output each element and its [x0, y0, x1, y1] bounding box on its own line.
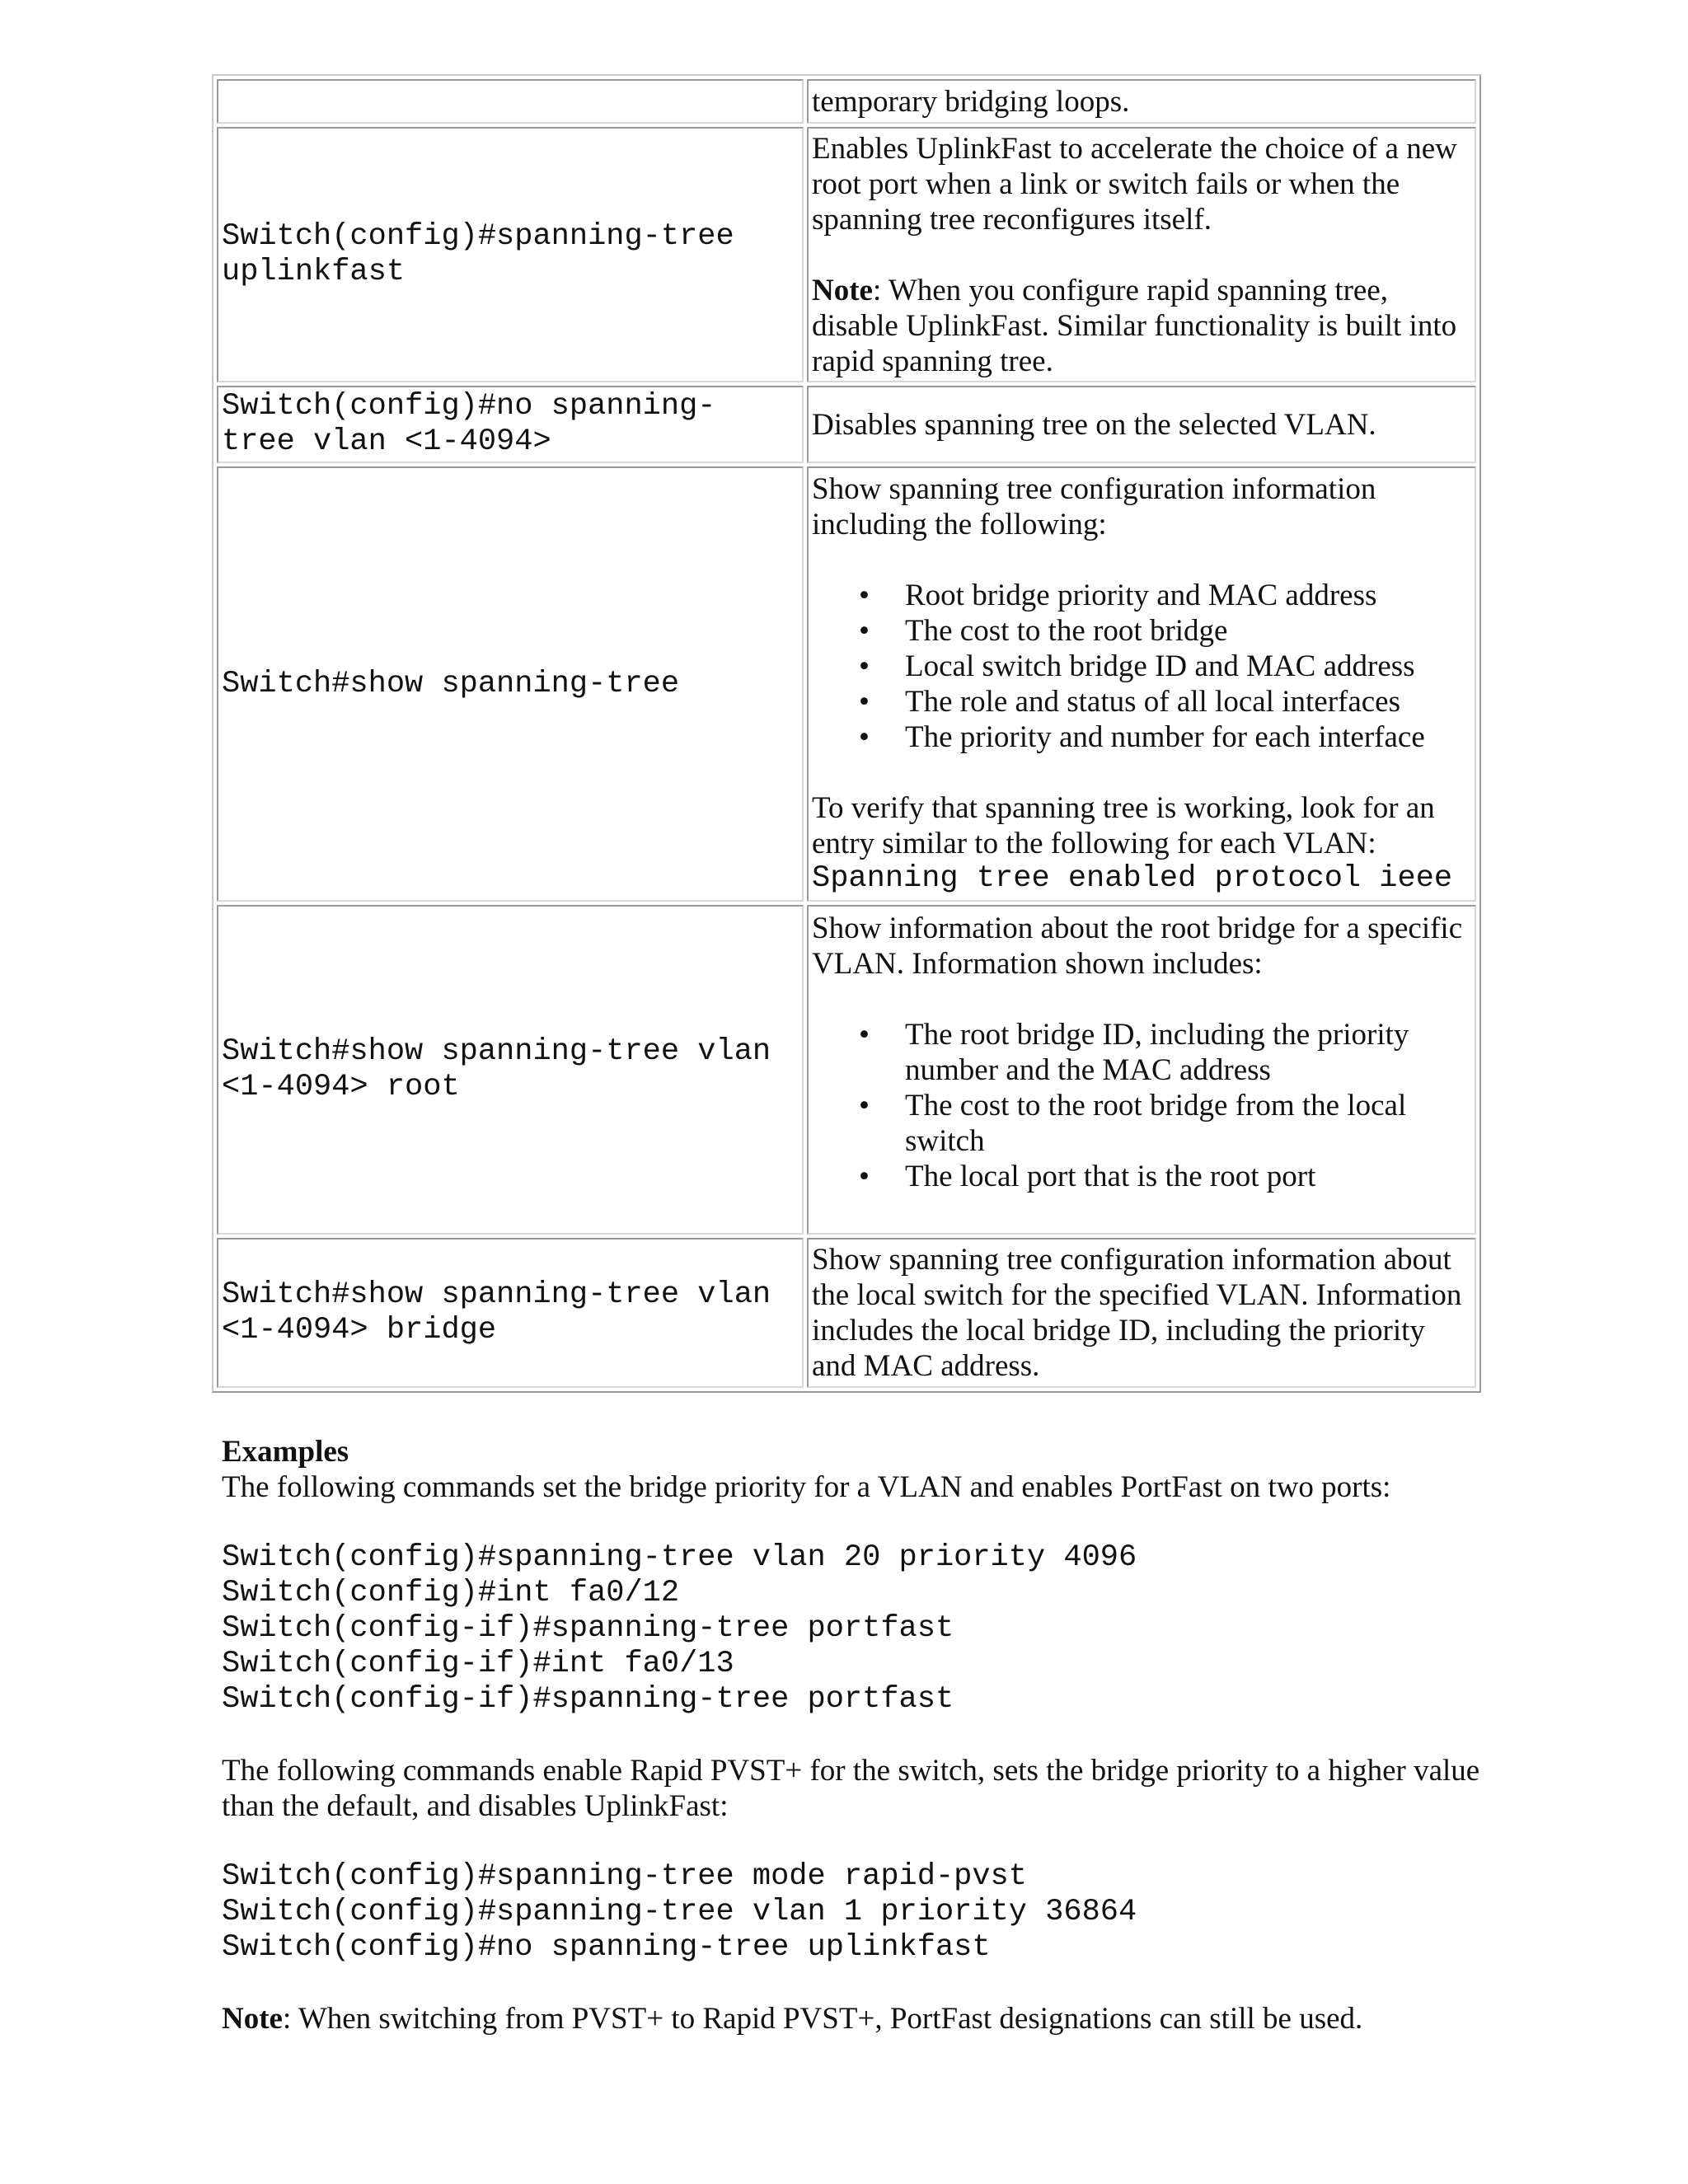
table-row [217, 79, 1476, 124]
command-text: Switch#show spanning-tree vlan <1-4094> bridge [222, 1277, 771, 1347]
list-item: • The root bridge ID, including the priority number and the MAC address [905, 1017, 1471, 1088]
list-item: • Local switch bridge ID and MAC address [905, 649, 1471, 684]
description-cell [807, 386, 1476, 463]
table-row [217, 127, 1476, 382]
table-row [217, 386, 1476, 463]
description-cell [807, 1238, 1476, 1388]
verify-text: To verify that spanning tree is working, look for an entry similar to the following for each VLAN: [812, 791, 1435, 860]
list-item: • The cost to the root bridge from the local switch [905, 1088, 1471, 1159]
note-label: Note [222, 2002, 283, 2036]
command-text: Switch(config)#no spanning- tree vlan <1-4094> [222, 389, 716, 459]
list-item: • Root bridge priority and MAC address [905, 578, 1471, 613]
examples-section [212, 1434, 1481, 2036]
description-text: Show spanning tree configuration information about the local switch for the specified VLAN. Information includes the local bridge ID, including the priority and MAC address. [812, 1243, 1462, 1383]
document-page [212, 74, 1481, 2036]
verify-code: Spanning tree enabled protocol ieee [812, 861, 1453, 896]
examples-intro-1: The following commands set the bridge priority for a VLAN and enables PortFast on two ports: [222, 1470, 1391, 1504]
note-text: : When switching from PVST+ to Rapid PVST+, PortFast designations can still be used. [282, 2002, 1363, 2036]
command-cell [217, 79, 804, 124]
note-text: : When you configure rapid spanning tree, disable UplinkFast. Similar functionality is built into rapid spanning tree. [812, 273, 1457, 378]
description-cell [807, 466, 1476, 902]
description-text: Disables spanning tree on the selected VLAN. [812, 407, 1376, 442]
table-row [217, 905, 1476, 1235]
examples-heading [222, 1434, 1481, 1469]
description-cell [807, 127, 1476, 382]
description-text: Show information about the root bridge for a specific VLAN. Information shown includes: [812, 911, 1463, 981]
command-text: Switch#show spanning-tree vlan <1-4094> root [222, 1034, 771, 1104]
command-table [212, 74, 1481, 1393]
code-block-1: Switch(config)#spanning-tree vlan 20 priority 4096 Switch(config)#int fa0/12 Switch(config-if)#spanning-tree portfast Switch(config-if)#int fa0/13 Switch(config-if)#spanning-tree portfast [222, 1540, 1137, 1717]
list-item: • The priority and number for each interface [905, 719, 1471, 755]
note-label: Note [812, 273, 873, 307]
list-item: • The cost to the root bridge [905, 613, 1471, 649]
list-item: • The role and status of all local interfaces [905, 684, 1471, 719]
command-cell [217, 386, 804, 463]
command-cell [217, 1238, 804, 1388]
list-item: • The local port that is the root port [905, 1159, 1471, 1194]
table-row [217, 466, 1476, 902]
command-cell [217, 466, 804, 902]
description-cell [807, 905, 1476, 1235]
examples-heading-text: Examples [222, 1435, 349, 1469]
description-text: Enables UplinkFast to accelerate the choice of a new root port when a link or switch fails or when the spanning tree reconfigures itself. [812, 131, 1457, 237]
description-cell [807, 79, 1476, 124]
note-paragraph [812, 273, 1471, 379]
command-cell [217, 127, 804, 382]
examples-note [222, 2001, 1481, 2036]
command-cell [217, 905, 804, 1235]
examples-intro-2: The following commands enable Rapid PVST+ for the switch, sets the bridge priority to a higher value than the default, and disables UplinkFast: [222, 1754, 1480, 1823]
bullet-list [812, 1017, 1471, 1194]
table-row [217, 1238, 1476, 1388]
command-text: Switch(config)#spanning-tree uplinkfast [222, 219, 734, 289]
code-block-2: Switch(config)#spanning-tree mode rapid-pvst Switch(config)#spanning-tree vlan 1 priority 36864 Switch(config)#no spanning-tree uplinkfast [222, 1859, 1137, 1965]
description-text: Show spanning tree configuration information including the following: [812, 472, 1376, 541]
description-text: temporary bridging loops. [812, 84, 1130, 119]
bullet-list [812, 578, 1471, 755]
command-text: Switch#show spanning-tree [222, 666, 680, 701]
